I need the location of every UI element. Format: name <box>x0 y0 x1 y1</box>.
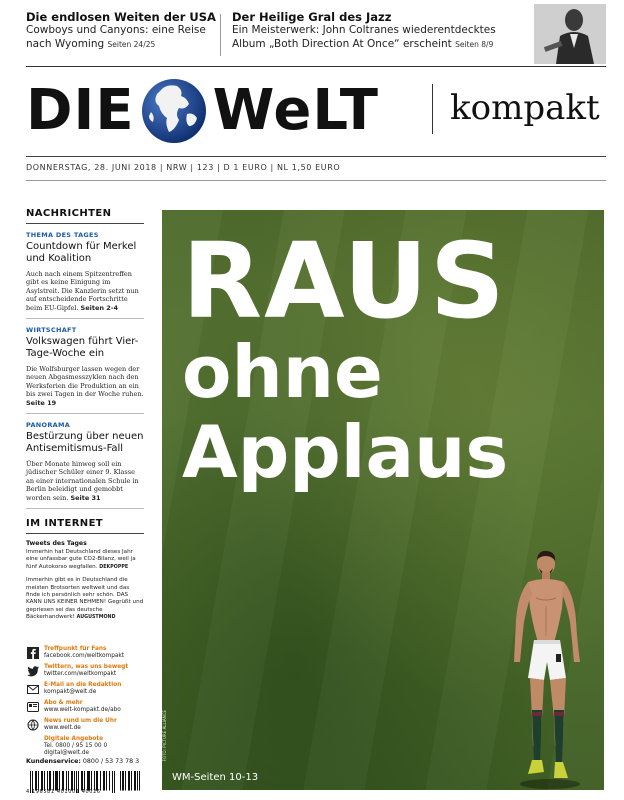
contact-links <box>26 646 144 761</box>
teaser-title: Die endlosen Weiten der USA <box>26 10 216 24</box>
tweet-author: DEKPOPPE <box>99 564 129 570</box>
link-label: Abo & mehr <box>44 700 83 706</box>
teaser-pages: Seiten 8/9 <box>455 39 494 49</box>
teaser-text: Ein Meisterwerk: John Coltranes wiederentdecktes Album „Both Direction At Once“ erscheint Seiten 8/9 <box>232 24 496 50</box>
edition-kompakt: kompakt <box>450 88 600 128</box>
news-heading: NACHRICHTEN <box>26 208 144 224</box>
teaser-pages: Seiten 24/25 <box>107 39 156 49</box>
internet-heading: IM INTERNET <box>26 518 144 534</box>
masthead-divider <box>432 84 433 134</box>
link-twitter[interactable] <box>26 664 144 678</box>
link-phone[interactable]: Tel. 0800 / 95 15 00 0 <box>44 743 108 749</box>
link-label: Treffpunkt für Fans <box>44 646 107 652</box>
die-welt-logo[interactable] <box>26 78 379 144</box>
link-url[interactable]: www.welt.de <box>44 725 81 731</box>
cover-headline-line3: Applaus <box>182 410 509 494</box>
kundenservice-label: Kundenservice: <box>26 758 81 765</box>
cover-headline-line2: ohne <box>182 330 383 414</box>
news-section: PANORAMA <box>26 421 71 430</box>
news-body: Über Monate hinweg soll ein jüdischer Schüler einer 9. Klasse an einer internationalen Schule in Berlin beleidigt und gemobbt worden sein. Seite 31 <box>26 460 144 509</box>
news-section: WIRTSCHAFT <box>26 326 77 335</box>
link-label: Twittern, was uns bewegt <box>44 664 129 670</box>
globe-icon <box>139 76 209 146</box>
news-item-panorama[interactable] <box>26 421 144 509</box>
news-body: Auch nach einem Spitzentreffen gibt es keine Einigung im Asylstreit. Die Kanzlerin setzt nun auf entscheidende Fortschritte beim EU-Gipfel. Seiten 2-4 <box>26 270 144 319</box>
facebook-icon <box>26 646 40 660</box>
twitter-icon <box>26 664 40 678</box>
kundenservice-phone[interactable]: 0800 / 53 73 78 3 <box>82 758 140 765</box>
email-icon <box>26 682 40 696</box>
teaser-divider <box>220 14 221 56</box>
teaser-title: Der Heilige Gral des Jazz <box>232 10 392 24</box>
teaser-usa[interactable] <box>26 10 216 51</box>
link-abo[interactable] <box>26 700 144 714</box>
logo-die: DIE <box>26 78 135 143</box>
news-headline: Bestürzung über neuen Antisemitismus-Fall <box>26 431 144 455</box>
kundenservice <box>26 758 144 765</box>
news-sidebar <box>26 208 144 509</box>
internet-section <box>26 518 144 622</box>
news-pages: Seite 19 <box>26 398 57 407</box>
news-body: Die Wolfsburger lassen wegen der neuen Abgasmesszyklen nach den Werksferien die Produktion an ein bis zwei Tagen in der Woche ruhen. Seite 19 <box>26 365 144 414</box>
photo-credit: FOTO: PICTURE ALLIANCE <box>162 710 167 762</box>
news-headline: Volkswagen führt Vier-Tage-Woche ein <box>26 336 139 360</box>
date-rule-top <box>26 156 606 157</box>
link-url[interactable]: facebook.com/weltkompakt <box>44 653 125 659</box>
cover-photo[interactable] <box>162 210 604 790</box>
link-digital[interactable] <box>26 736 144 757</box>
tweets-title: Tweets des Tages <box>26 540 87 547</box>
link-url[interactable]: twitter.com/weltkompakt <box>44 671 117 677</box>
link-label: E-Mail an die Redaktion <box>44 682 122 688</box>
top-teasers <box>26 10 606 64</box>
teaser-jazz[interactable] <box>232 10 532 51</box>
news-headline: Countdown für Merkel und Koalition <box>26 241 137 264</box>
teaser-text: Cowboys und Canyons: eine Reise nach Wyoming Seiten 24/25 <box>26 24 206 50</box>
news-item-wirtschaft[interactable] <box>26 326 144 414</box>
link-url[interactable]: kompakt@welt.de <box>44 689 97 695</box>
link-label: Digitale Angebote <box>44 736 104 742</box>
cover-caption[interactable]: WM-Seiten 10-13 <box>172 772 259 783</box>
link-url[interactable]: digital@welt.de <box>44 750 90 756</box>
logo-welt: WeLT <box>212 78 379 143</box>
app-icon <box>26 700 40 714</box>
digital-spacer <box>26 736 40 750</box>
date-rule-bottom <box>26 180 606 181</box>
link-facebook[interactable] <box>26 646 144 660</box>
link-web[interactable] <box>26 718 144 732</box>
cover-headline-line1: RAUS <box>182 220 507 342</box>
coltrane-photo <box>534 4 606 64</box>
news-pages: Seite 31 <box>70 493 101 502</box>
link-label: News rund um die Uhr <box>44 718 117 724</box>
top-rule <box>26 66 606 67</box>
masthead <box>26 74 606 150</box>
barcode-digits: 4 196581 401001 40026 <box>26 789 101 795</box>
tweet: Immerhin gibt es in Deutschland die meisten Brotsorten weltweit und das finde ich persönlich sehr schön. DAS KANN UNS KEINER NEHMEN! Gegrüßt und gepriesen sei das deutsche Bäckerhandwerk! AUGUSTMOND <box>26 577 144 621</box>
news-item-thema[interactable] <box>26 231 144 319</box>
tweet-author: AUGUSTMOND <box>76 615 116 621</box>
player-figure <box>502 550 592 790</box>
dateline: DONNERSTAG, 28. JUNI 2018 | NRW | 123 | D 1 EURO | NL 1,50 EURO <box>26 163 341 172</box>
link-email[interactable] <box>26 682 144 696</box>
news-pages: Seiten 2-4 <box>80 303 118 312</box>
link-url[interactable]: www.welt-kompakt.de/abo <box>44 707 121 713</box>
web-icon <box>26 718 40 732</box>
tweet: Immerhin hat Deutschland dieses Jahr eine unfassbar gute CO2-Bilanz, weil ja fünf Autokorso wegfallen. DEKPOPPE <box>26 549 136 570</box>
news-section: THEMA DES TAGES <box>26 231 99 239</box>
